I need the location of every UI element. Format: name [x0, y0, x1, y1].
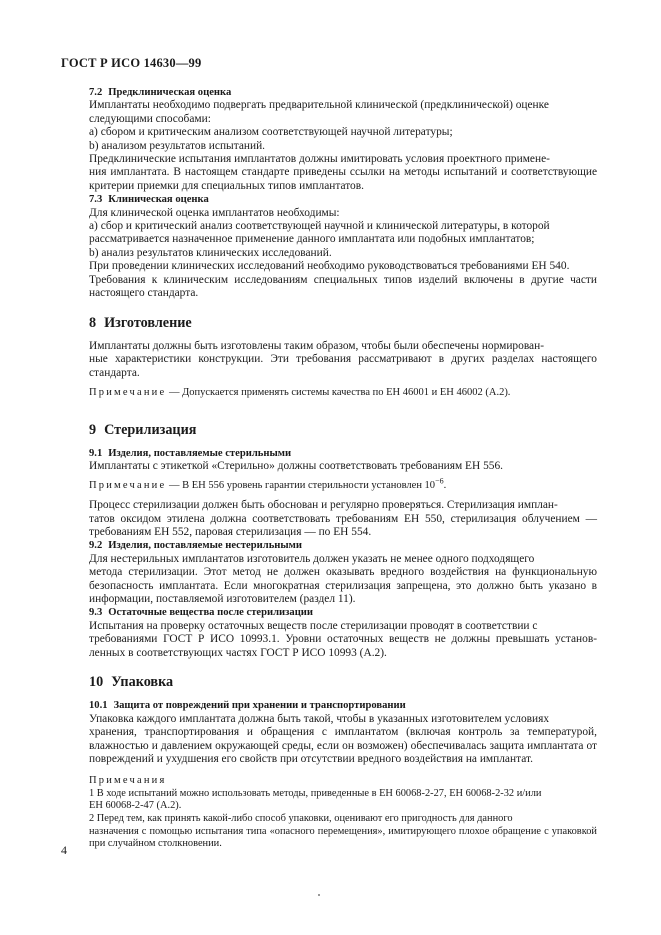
paragraph-continuation: требованиями ГОСТ Р ИСО 10993.1. Уровни остаточных веществ не должны превышать установ- ленных в соответствующих частях ГОСТ Р ИСО 10993 (А.2). — [89, 633, 597, 659]
paragraph: Имплантаты должны быть изготовлены таким образом, чтобы были обеспечены нормирован- — [89, 339, 545, 352]
notes-heading: Примечания — [89, 775, 167, 787]
page-number: 4 — [61, 843, 67, 857]
paragraph-continuation: метода стерилизации. Этот метод не должен оказывать вредного воздействия на функциональную безопасность имплантата. Если многократная стерилизация запрещена, это должно быть указано в информации, поставляемой изготовителем (раздел 11). — [89, 566, 597, 605]
subsection-heading-7-2: 7.2 Предклиническая оценка — [89, 87, 232, 98]
paragraph: Для нестерильных имплантатов изготовитель должен указать не менее одного подходящего — [89, 552, 535, 565]
paragraph: Предклинические испытания имплантатов должны имитировать условия проектного примене- — [89, 153, 550, 166]
note-2-continuation: назначения с помощью испытания типа «опасного перемещения», имитирующего плохое обращение с упаковкой при случайном столкновении. — [89, 825, 597, 850]
paragraph-continuation: татов оксидом этилена должна соответствовать требованиям ЕН 550, стерилизация облучением — требованиям ЕН 552, паровая стерилизация — по ЕН 554. — [89, 512, 597, 538]
section-heading-9: 9 Стерилизация — [89, 421, 197, 438]
note-1-continuation: ЕН 60068-2-47 (А.2). — [89, 800, 182, 812]
list-item-continuation: рассматривается назначенное применение данного имплантата или подобных имплантатов; — [89, 233, 535, 246]
paragraph-continuation: следующими способами: — [89, 112, 211, 125]
paragraph: Для клинической оценка имплантатов необходимы: — [89, 206, 340, 219]
paragraph: При проведении клинических исследований необходимо руководствоваться требованиями ЕН 540. — [89, 260, 570, 273]
paragraph-continuation: Требования к клиническим исследованиям специальных типов изделий включены в другие части настоящего стандарта. — [89, 273, 597, 300]
paragraph: Упаковка каждого имплантата должна быть такой, чтобы в указанных изготовителем условиях — [89, 712, 550, 725]
note-1: 1 В ходе испытаний можно использовать методы, приведенные в ЕН 60068-2-27, ЕН 60068-2-32 и/или — [89, 787, 542, 799]
subsection-heading-7-3: 7.3 Клиническая оценка — [89, 194, 209, 206]
subsection-heading-9-2: 9.2 Изделия, поставляемые нестерильными — [89, 540, 302, 552]
note-2: 2 Перед тем, как принять какой-либо способ упаковки, оценивают его пригодность для данного — [89, 813, 513, 825]
paragraph: Имплантаты с этикеткой «Стерильно» должны соответствовать требованиям ЕН 556. — [89, 460, 504, 473]
list-item: а) сбором и критическим анализом соответствующей научной литературы; — [89, 126, 453, 139]
subsection-heading-9-3: 9.3 Остаточные вещества после стерилизации — [89, 607, 314, 619]
section-heading-10: 10 Упаковка — [89, 674, 174, 691]
scan-speck — [318, 894, 320, 896]
note: Примечание — В ЕН 556 уровень гарантии стерильности установлен $10^{-6}$. — [89, 476, 447, 491]
paragraph: Имплантаты необходимо подвергать предварительной клинической (предклинической) оценке — [89, 99, 549, 112]
note: Примечание — Допускается применять системы качества по ЕН 46001 и ЕН 46002 (А.2). — [89, 387, 511, 399]
subsection-heading-9-1: 9.1 Изделия, поставляемые стерильными — [89, 447, 292, 459]
list-item: b) анализом результатов испытаний. — [89, 139, 266, 152]
section-heading-8: 8 Изготовление — [89, 314, 192, 331]
paragraph-continuation: ные характеристики конструкции. Эти требования рассматривают в других разделах настоящего стандарта. — [89, 353, 597, 379]
list-item: а) сбор и критический анализ соответствующей научной и клинической литературы, в которой — [89, 220, 550, 233]
page-content — [89, 86, 597, 851]
paragraph-continuation: хранения, транспортирования и обращения с имплантатом (включая контроль за температурой, влажностью и давлением окружающей среды, если он возможен) обеспечивалась защита имплантата от повреждений и ухудшения его свойств при отсутствии вредного воздействия на имплантат. — [89, 726, 597, 766]
subsection-heading-10-1: 10.1 Защита от повреждений при хранении и транспортировании — [89, 700, 406, 712]
list-item: b) анализ результатов клинических исследований. — [89, 246, 332, 259]
paragraph: Испытания на проверку остаточных веществ после стерилизации проводят в соответствии с — [89, 619, 538, 632]
paragraph: Процесс стерилизации должен быть обоснован и регулярно проверяться. Стерилизация имплан- — [89, 499, 558, 512]
paragraph-continuation: ния имплантата. В настоящем стандарте приведены ссылки на методы испытаний и соответствующие критерии приемки для специальных типов имплантатов. — [89, 166, 597, 192]
document-header: ГОСТ Р ИСО 14630—99 — [61, 56, 202, 70]
